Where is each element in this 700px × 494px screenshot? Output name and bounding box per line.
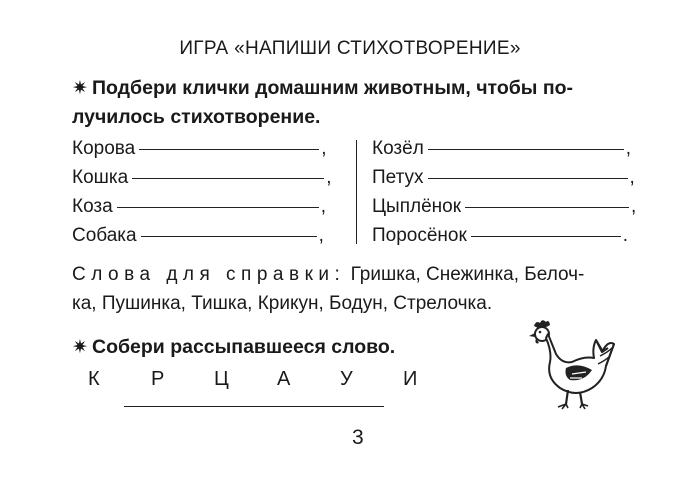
page-title: ИГРА «НАПИШИ СТИХОТВОРЕНИЕ» [179, 38, 521, 59]
answer-blank-line[interactable] [124, 406, 384, 407]
scrambled-letter: У [340, 368, 353, 390]
row-punctuation: . [622, 225, 629, 246]
animal-row [72, 221, 350, 250]
row-punctuation: , [318, 225, 324, 246]
animal-label: Кошка [72, 167, 129, 188]
reference-words [72, 260, 652, 318]
nickname-blank-line[interactable] [139, 148, 319, 150]
scrambled-letter: И [403, 368, 418, 390]
animal-label: Цыплёнок [372, 196, 462, 217]
nickname-blank-line[interactable] [428, 148, 624, 150]
row-punctuation: , [629, 167, 635, 188]
scrambled-letter: А [277, 368, 291, 390]
animal-row [372, 163, 652, 192]
animal-label: Корова [72, 138, 136, 159]
column-divider [356, 140, 357, 244]
nickname-blank-line[interactable] [465, 206, 629, 208]
animal-label: Петух [372, 167, 424, 188]
animal-label: Коза [72, 196, 113, 217]
animal-row [372, 221, 652, 250]
animal-label: Поросёнок [372, 225, 467, 246]
row-punctuation: , [321, 138, 327, 159]
nickname-blank-line[interactable] [141, 235, 317, 237]
left-animal-column [72, 134, 350, 250]
scrambled-letter: Ц [214, 368, 229, 390]
task-2-instruction [72, 336, 395, 359]
animal-row [372, 192, 652, 221]
task-2-text: Собери рассыпавшееся слово. [92, 336, 396, 358]
nickname-blank-line[interactable] [117, 206, 319, 208]
reference-label: Слова для справки: [72, 264, 346, 285]
scrambled-letter: Р [151, 368, 165, 390]
row-punctuation: , [326, 167, 332, 188]
task-1-instruction [72, 74, 652, 131]
page-number: 3 [352, 426, 364, 449]
animal-row [72, 134, 350, 163]
star-bullet-icon: ✷ [72, 337, 88, 358]
animal-label: Козёл [372, 138, 424, 159]
star-bullet-icon: ✷ [72, 78, 88, 99]
nickname-blank-line[interactable] [471, 235, 621, 237]
animal-row [72, 192, 350, 221]
row-punctuation: , [320, 196, 326, 217]
nickname-blank-line[interactable] [428, 177, 628, 179]
row-punctuation: , [625, 138, 632, 159]
animal-row [372, 134, 652, 163]
reference-words-line-2: ка, Пушинка, Тишка, Крикун, Бодун, Стрелочка. [72, 293, 493, 314]
task-1-line-2: лучилось стихотворение. [72, 106, 321, 128]
hen-icon [522, 318, 618, 410]
animal-row [72, 163, 350, 192]
animal-label: Собака [72, 225, 137, 246]
scrambled-letters [88, 368, 466, 391]
right-animal-column [372, 134, 652, 250]
nickname-blank-line[interactable] [132, 177, 324, 179]
scrambled-letter: К [88, 368, 100, 390]
reference-words-line-1: Гришка, Снежинка, Белоч- [350, 264, 585, 285]
row-punctuation: , [631, 196, 637, 217]
task-1-line-1: Подбери клички домашним животным, чтобы по- [92, 77, 574, 99]
